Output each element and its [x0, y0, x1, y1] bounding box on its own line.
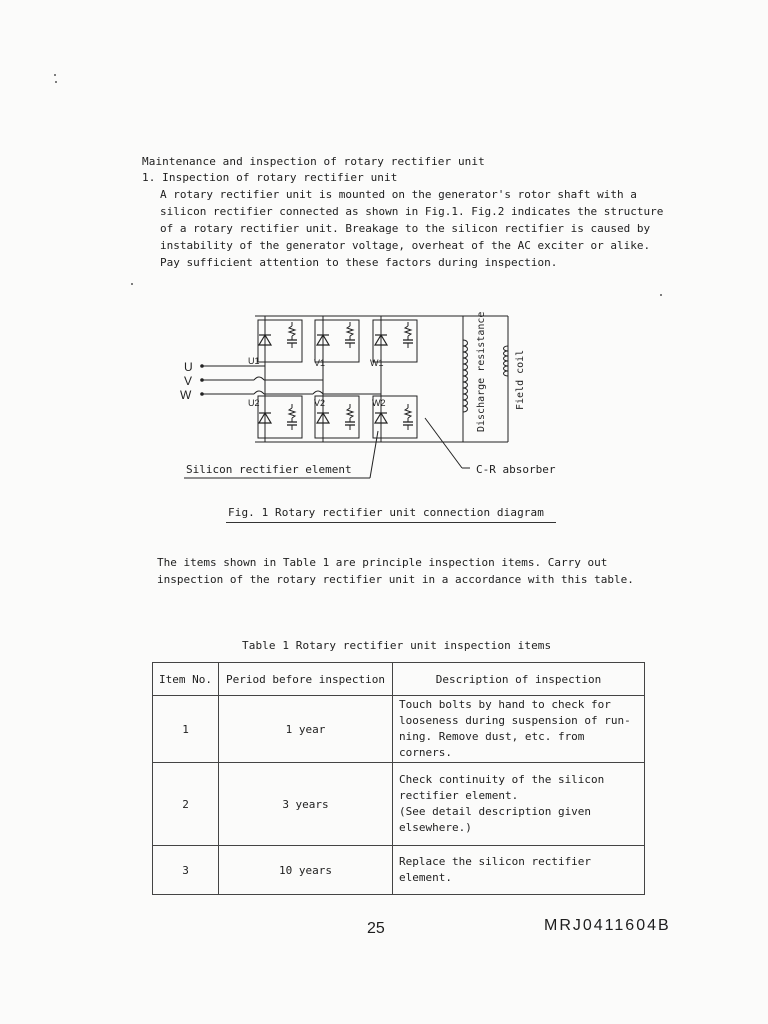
silicon-rectifier-label: Silicon rectifier element [186, 463, 352, 476]
scan-speck [55, 81, 57, 83]
description-cell [393, 696, 645, 763]
connection-diagram [170, 300, 590, 490]
table-row [153, 696, 645, 763]
item-number-cell: 3 [153, 846, 219, 895]
description-line: looseness during suspension of run- [399, 714, 631, 727]
figure-caption: Fig. 1 Rotary rectifier unit connection diagram [228, 506, 544, 519]
document-title: Maintenance and inspection of rotary rectifier unit [142, 155, 485, 168]
paragraph-line: Pay sufficient attention to these factors during inspection. [160, 256, 558, 269]
scan-speck [660, 294, 662, 296]
phase-u-label: U [184, 360, 193, 374]
table-header-row [153, 663, 645, 696]
header-period: Period before inspection [219, 663, 393, 696]
paragraph-line: inspection of the rotary rectifier unit in a accordance with this table. [157, 573, 634, 586]
description-line: elsewhere.) [399, 821, 472, 834]
arm-w2-label: W2 [372, 398, 386, 408]
paragraph-line: A rotary rectifier unit is mounted on the generator's rotor shaft with a [160, 188, 637, 201]
period-cell: 10 years [219, 846, 393, 895]
paragraph-line: of a rotary rectifier unit. Breakage to the silicon rectifier is caused by [160, 222, 651, 235]
description-line: Touch bolts by hand to check for [399, 698, 611, 711]
section-heading: 1. Inspection of rotary rectifier unit [142, 171, 398, 184]
table-row [153, 846, 645, 895]
arm-v1-label: V1 [314, 358, 326, 368]
table-row [153, 763, 645, 846]
paragraph-line: silicon rectifier connected as shown in Fig.1. Fig.2 indicates the structure [160, 205, 664, 218]
arm-w1-label: W1 [370, 358, 384, 368]
header-description: Description of inspection [393, 663, 645, 696]
field-coil-label: Field coil [515, 349, 526, 410]
header-item-no: Item No. [153, 663, 219, 696]
discharge-resistance-label: Discharge resistance [476, 311, 487, 432]
scan-speck [131, 283, 133, 285]
document-code: MRJ0411604B [544, 917, 671, 934]
paragraph-line: The items shown in Table 1 are principle inspection items. Carry out [157, 556, 608, 569]
phase-w-label: W [180, 388, 192, 402]
description-line: rectifier element. [399, 789, 519, 802]
description-line: element. [399, 871, 452, 884]
scan-speck [54, 74, 56, 76]
paragraph-line: instability of the generator voltage, overheat of the AC exciter or alike. [160, 239, 651, 252]
description-line: (See detail description given [399, 805, 592, 818]
arm-v2-label: V2 [314, 398, 326, 408]
description-line: ning. Remove dust, etc. from corners. [399, 730, 585, 759]
description-cell [393, 846, 645, 895]
arm-u1-label: U1 [248, 356, 260, 366]
period-cell: 1 year [219, 696, 393, 763]
item-number-cell: 1 [153, 696, 219, 763]
caption-underline [226, 522, 556, 523]
description-line: Replace the silicon rectifier [399, 855, 592, 868]
table-caption: Table 1 Rotary rectifier unit inspection items [242, 639, 552, 652]
description-line: Check continuity of the silicon [399, 773, 605, 786]
arm-u2-label: U2 [248, 398, 260, 408]
phase-v-label: V [184, 374, 193, 388]
page-number: 25 [367, 920, 385, 937]
period-cell: 3 years [219, 763, 393, 846]
cr-absorber-label: C-R absorber [476, 463, 556, 476]
item-number-cell: 2 [153, 763, 219, 846]
inspection-table [152, 662, 645, 895]
description-cell [393, 763, 645, 846]
